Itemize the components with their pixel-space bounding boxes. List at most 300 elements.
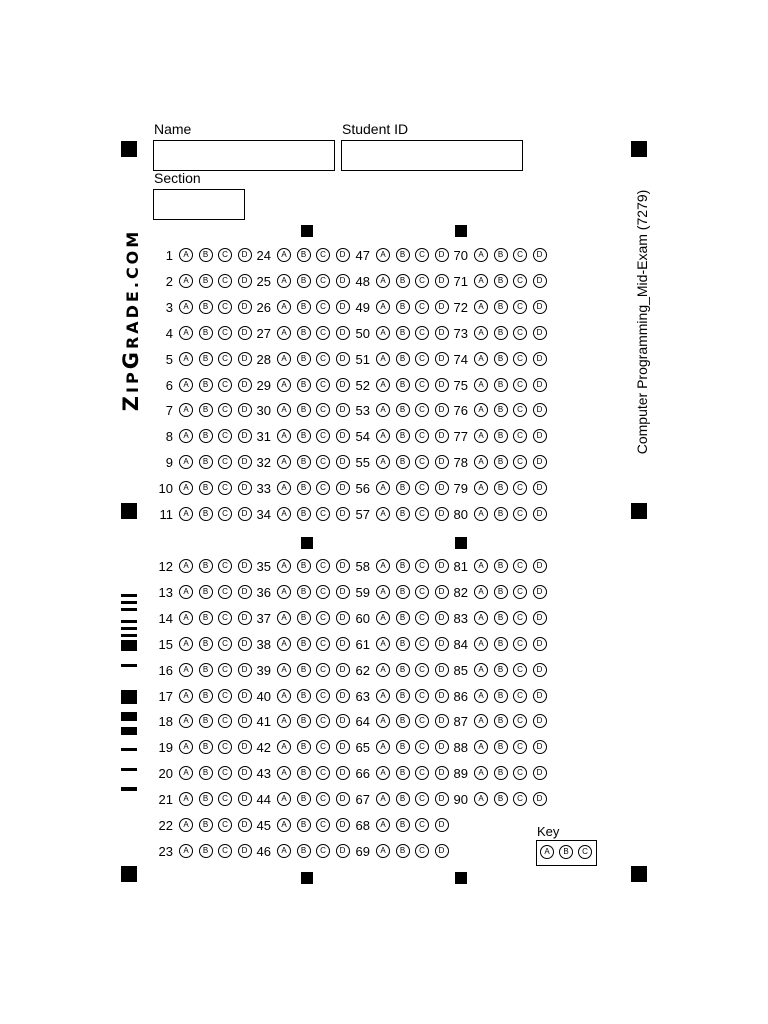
answer-bubble-b[interactable]: B <box>494 403 508 417</box>
answer-bubble-c[interactable]: C <box>513 274 527 288</box>
answer-bubble-b[interactable]: B <box>494 248 508 262</box>
answer-bubble-c[interactable]: C <box>415 300 429 314</box>
answer-bubble-c[interactable]: C <box>316 326 330 340</box>
answer-bubble-d[interactable]: D <box>435 637 449 651</box>
answer-bubble-a[interactable]: A <box>376 663 390 677</box>
answer-bubble-d[interactable]: D <box>238 326 252 340</box>
answer-bubble-c[interactable]: C <box>415 481 429 495</box>
answer-bubble-b[interactable]: B <box>494 507 508 521</box>
answer-bubble-a[interactable]: A <box>474 378 488 392</box>
answer-bubble-d[interactable]: D <box>336 248 350 262</box>
answer-bubble-c[interactable]: C <box>415 507 429 521</box>
answer-bubble-d[interactable]: D <box>238 818 252 832</box>
answer-bubble-d[interactable]: D <box>336 714 350 728</box>
answer-bubble-d[interactable]: D <box>435 792 449 806</box>
answer-bubble-b[interactable]: B <box>494 585 508 599</box>
answer-bubble-c[interactable]: C <box>513 611 527 625</box>
answer-bubble-a[interactable]: A <box>474 274 488 288</box>
answer-bubble-b[interactable]: B <box>199 326 213 340</box>
answer-bubble-b[interactable]: B <box>199 663 213 677</box>
answer-bubble-b[interactable]: B <box>396 274 410 288</box>
answer-bubble-b[interactable]: B <box>297 274 311 288</box>
answer-bubble-c[interactable]: C <box>316 455 330 469</box>
answer-bubble-a[interactable]: A <box>474 766 488 780</box>
answer-bubble-b[interactable]: B <box>199 507 213 521</box>
answer-bubble-a[interactable]: A <box>179 300 193 314</box>
answer-bubble-a[interactable]: A <box>277 248 291 262</box>
answer-bubble-a[interactable]: A <box>376 352 390 366</box>
answer-bubble-b[interactable]: B <box>199 766 213 780</box>
answer-bubble-a[interactable]: A <box>474 326 488 340</box>
answer-bubble-c[interactable]: C <box>415 663 429 677</box>
answer-bubble-c[interactable]: C <box>513 637 527 651</box>
answer-bubble-d[interactable]: D <box>533 429 547 443</box>
answer-bubble-a[interactable]: A <box>474 429 488 443</box>
answer-bubble-c[interactable]: C <box>415 714 429 728</box>
answer-bubble-d[interactable]: D <box>238 481 252 495</box>
answer-bubble-c[interactable]: C <box>218 378 232 392</box>
answer-bubble-c[interactable]: C <box>218 844 232 858</box>
answer-bubble-b[interactable]: B <box>396 403 410 417</box>
answer-bubble-a[interactable]: A <box>277 611 291 625</box>
answer-bubble-d[interactable]: D <box>238 740 252 754</box>
answer-bubble-c[interactable]: C <box>415 766 429 780</box>
answer-bubble-d[interactable]: D <box>435 689 449 703</box>
answer-bubble-b[interactable]: B <box>396 714 410 728</box>
answer-bubble-c[interactable]: C <box>316 663 330 677</box>
answer-bubble-a[interactable]: A <box>179 326 193 340</box>
section-field[interactable] <box>153 189 245 220</box>
answer-bubble-b[interactable]: B <box>396 378 410 392</box>
student-id-field[interactable] <box>341 140 523 171</box>
answer-bubble-d[interactable]: D <box>435 352 449 366</box>
answer-bubble-a[interactable]: A <box>474 792 488 806</box>
answer-bubble-d[interactable]: D <box>533 352 547 366</box>
answer-bubble-b[interactable]: B <box>199 352 213 366</box>
answer-bubble-c[interactable]: C <box>218 429 232 443</box>
answer-bubble-d[interactable]: D <box>238 663 252 677</box>
answer-bubble-b[interactable]: B <box>297 481 311 495</box>
answer-bubble-c[interactable]: C <box>513 481 527 495</box>
answer-bubble-a[interactable]: A <box>179 378 193 392</box>
answer-bubble-b[interactable]: B <box>396 300 410 314</box>
answer-bubble-c[interactable]: C <box>415 818 429 832</box>
answer-bubble-c[interactable]: C <box>415 403 429 417</box>
answer-bubble-d[interactable]: D <box>533 611 547 625</box>
answer-bubble-d[interactable]: D <box>435 326 449 340</box>
answer-bubble-b[interactable]: B <box>199 403 213 417</box>
answer-bubble-c[interactable]: C <box>415 792 429 806</box>
answer-bubble-d[interactable]: D <box>336 378 350 392</box>
answer-bubble-a[interactable]: A <box>277 844 291 858</box>
answer-bubble-a[interactable]: A <box>277 792 291 806</box>
answer-bubble-a[interactable]: A <box>376 611 390 625</box>
answer-bubble-d[interactable]: D <box>533 714 547 728</box>
answer-bubble-d[interactable]: D <box>336 844 350 858</box>
answer-bubble-c[interactable]: C <box>316 481 330 495</box>
answer-bubble-a[interactable]: A <box>474 300 488 314</box>
answer-bubble-a[interactable]: A <box>179 274 193 288</box>
answer-bubble-a[interactable]: A <box>474 611 488 625</box>
answer-bubble-c[interactable]: C <box>218 611 232 625</box>
answer-bubble-b[interactable]: B <box>297 585 311 599</box>
answer-bubble-d[interactable]: D <box>435 740 449 754</box>
answer-bubble-a[interactable]: A <box>376 507 390 521</box>
answer-bubble-d[interactable]: D <box>533 455 547 469</box>
answer-bubble-c[interactable]: C <box>513 663 527 677</box>
answer-bubble-b[interactable]: B <box>494 766 508 780</box>
answer-bubble-c[interactable]: C <box>513 248 527 262</box>
answer-bubble-c[interactable]: C <box>415 740 429 754</box>
answer-bubble-c[interactable]: C <box>316 378 330 392</box>
answer-bubble-d[interactable]: D <box>435 818 449 832</box>
answer-bubble-d[interactable]: D <box>435 844 449 858</box>
answer-bubble-d[interactable]: D <box>533 585 547 599</box>
answer-bubble-b[interactable]: B <box>199 818 213 832</box>
answer-bubble-b[interactable]: B <box>297 248 311 262</box>
answer-bubble-b[interactable]: B <box>494 481 508 495</box>
answer-bubble-d[interactable]: D <box>238 714 252 728</box>
answer-bubble-a[interactable]: A <box>277 740 291 754</box>
answer-bubble-b[interactable]: B <box>494 352 508 366</box>
answer-bubble-b[interactable]: B <box>199 455 213 469</box>
answer-bubble-c[interactable]: C <box>316 403 330 417</box>
answer-bubble-a[interactable]: A <box>179 611 193 625</box>
answer-bubble-c[interactable]: C <box>316 352 330 366</box>
answer-bubble-d[interactable]: D <box>336 792 350 806</box>
answer-bubble-c[interactable]: C <box>415 455 429 469</box>
answer-bubble-d[interactable]: D <box>533 637 547 651</box>
answer-bubble-b[interactable]: B <box>494 792 508 806</box>
answer-bubble-b[interactable]: B <box>396 429 410 443</box>
answer-bubble-d[interactable]: D <box>238 507 252 521</box>
answer-bubble-d[interactable]: D <box>238 352 252 366</box>
answer-bubble-b[interactable]: B <box>494 326 508 340</box>
answer-bubble-b[interactable]: B <box>494 300 508 314</box>
answer-bubble-a[interactable]: A <box>277 300 291 314</box>
answer-bubble-c[interactable]: C <box>218 326 232 340</box>
answer-bubble-b[interactable]: B <box>297 300 311 314</box>
answer-bubble-d[interactable]: D <box>238 792 252 806</box>
answer-bubble-d[interactable]: D <box>533 326 547 340</box>
answer-bubble-d[interactable]: D <box>238 248 252 262</box>
answer-bubble-d[interactable]: D <box>336 559 350 573</box>
answer-bubble-c[interactable]: C <box>218 352 232 366</box>
answer-bubble-b[interactable]: B <box>199 585 213 599</box>
answer-bubble-d[interactable]: D <box>238 429 252 443</box>
answer-bubble-a[interactable]: A <box>179 818 193 832</box>
answer-bubble-c[interactable]: C <box>316 766 330 780</box>
answer-bubble-c[interactable]: C <box>415 559 429 573</box>
answer-bubble-c[interactable]: C <box>513 559 527 573</box>
answer-bubble-c[interactable]: C <box>513 507 527 521</box>
answer-bubble-d[interactable]: D <box>435 378 449 392</box>
answer-bubble-d[interactable]: D <box>435 663 449 677</box>
answer-bubble-d[interactable]: D <box>238 689 252 703</box>
answer-bubble-a[interactable]: A <box>376 689 390 703</box>
answer-bubble-b[interactable]: B <box>199 378 213 392</box>
answer-bubble-a[interactable]: A <box>376 326 390 340</box>
answer-bubble-a[interactable]: A <box>179 637 193 651</box>
answer-bubble-a[interactable]: A <box>277 507 291 521</box>
answer-bubble-b[interactable]: B <box>297 714 311 728</box>
answer-bubble-b[interactable]: B <box>396 248 410 262</box>
answer-bubble-a[interactable]: A <box>376 792 390 806</box>
answer-bubble-b[interactable]: B <box>494 559 508 573</box>
answer-bubble-a[interactable]: A <box>277 585 291 599</box>
answer-bubble-c[interactable]: C <box>513 714 527 728</box>
answer-bubble-a[interactable]: A <box>376 429 390 443</box>
answer-bubble-a[interactable]: A <box>376 378 390 392</box>
answer-bubble-a[interactable]: A <box>277 689 291 703</box>
answer-bubble-d[interactable]: D <box>336 689 350 703</box>
answer-bubble-c[interactable]: C <box>513 326 527 340</box>
answer-bubble-d[interactable]: D <box>435 585 449 599</box>
answer-bubble-a[interactable]: A <box>376 481 390 495</box>
answer-bubble-b[interactable]: B <box>199 300 213 314</box>
answer-bubble-d[interactable]: D <box>533 378 547 392</box>
answer-bubble-d[interactable]: D <box>435 403 449 417</box>
answer-bubble-c[interactable]: C <box>218 481 232 495</box>
answer-bubble-d[interactable]: D <box>435 611 449 625</box>
answer-bubble-d[interactable]: D <box>336 300 350 314</box>
answer-bubble-a[interactable]: A <box>179 689 193 703</box>
answer-bubble-c[interactable]: C <box>218 300 232 314</box>
answer-bubble-b[interactable]: B <box>297 844 311 858</box>
answer-bubble-a[interactable]: A <box>474 663 488 677</box>
answer-bubble-a[interactable]: A <box>179 663 193 677</box>
answer-bubble-b[interactable]: B <box>199 274 213 288</box>
answer-bubble-c[interactable]: C <box>513 429 527 443</box>
answer-bubble-d[interactable]: D <box>238 559 252 573</box>
answer-bubble-b[interactable]: B <box>396 326 410 340</box>
answer-bubble-d[interactable]: D <box>533 766 547 780</box>
answer-bubble-c[interactable]: C <box>316 429 330 443</box>
answer-bubble-d[interactable]: D <box>533 507 547 521</box>
answer-bubble-c[interactable]: C <box>415 611 429 625</box>
answer-bubble-b[interactable]: B <box>199 611 213 625</box>
answer-bubble-b[interactable]: B <box>297 818 311 832</box>
answer-bubble-d[interactable]: D <box>435 248 449 262</box>
answer-bubble-d[interactable]: D <box>238 274 252 288</box>
answer-bubble-d[interactable]: D <box>336 766 350 780</box>
answer-bubble-d[interactable]: D <box>336 507 350 521</box>
answer-bubble-b[interactable]: B <box>396 844 410 858</box>
answer-bubble-a[interactable]: A <box>376 300 390 314</box>
answer-bubble-b[interactable]: B <box>396 818 410 832</box>
answer-bubble-c[interactable]: C <box>513 740 527 754</box>
answer-bubble-b[interactable]: B <box>494 429 508 443</box>
answer-bubble-c[interactable]: C <box>218 455 232 469</box>
answer-bubble-c[interactable]: C <box>316 507 330 521</box>
answer-bubble-a[interactable]: A <box>277 818 291 832</box>
answer-bubble-d[interactable]: D <box>238 766 252 780</box>
answer-bubble-a[interactable]: A <box>277 766 291 780</box>
answer-bubble-a[interactable]: A <box>376 559 390 573</box>
answer-bubble-a[interactable]: A <box>277 429 291 443</box>
answer-bubble-a[interactable]: A <box>179 481 193 495</box>
answer-bubble-a[interactable]: A <box>474 689 488 703</box>
answer-bubble-c[interactable]: C <box>513 403 527 417</box>
answer-bubble-a[interactable]: A <box>179 766 193 780</box>
answer-bubble-b[interactable]: B <box>199 714 213 728</box>
answer-bubble-c[interactable]: C <box>316 274 330 288</box>
answer-bubble-d[interactable]: D <box>336 429 350 443</box>
answer-bubble-b[interactable]: B <box>297 740 311 754</box>
answer-bubble-a[interactable]: A <box>376 818 390 832</box>
answer-bubble-c[interactable]: C <box>316 818 330 832</box>
answer-bubble-a[interactable]: A <box>376 585 390 599</box>
answer-bubble-a[interactable]: A <box>179 740 193 754</box>
answer-bubble-d[interactable]: D <box>435 559 449 573</box>
answer-bubble-c[interactable]: C <box>415 326 429 340</box>
answer-bubble-c[interactable]: C <box>316 559 330 573</box>
answer-bubble-a[interactable]: A <box>277 326 291 340</box>
answer-bubble-d[interactable]: D <box>435 714 449 728</box>
answer-bubble-c[interactable]: C <box>415 689 429 703</box>
answer-bubble-d[interactable]: D <box>336 352 350 366</box>
answer-bubble-a[interactable]: A <box>376 766 390 780</box>
answer-bubble-b[interactable]: B <box>396 637 410 651</box>
answer-bubble-a[interactable]: A <box>277 274 291 288</box>
answer-bubble-c[interactable]: C <box>218 818 232 832</box>
answer-bubble-a[interactable]: A <box>179 844 193 858</box>
answer-bubble-d[interactable]: D <box>238 585 252 599</box>
answer-bubble-c[interactable]: C <box>218 585 232 599</box>
answer-bubble-d[interactable]: D <box>238 844 252 858</box>
answer-bubble-b[interactable]: B <box>297 766 311 780</box>
answer-bubble-c[interactable]: C <box>218 507 232 521</box>
answer-bubble-d[interactable]: D <box>533 792 547 806</box>
answer-bubble-c[interactable]: C <box>513 766 527 780</box>
answer-bubble-b[interactable]: B <box>297 611 311 625</box>
answer-bubble-c[interactable]: C <box>513 792 527 806</box>
answer-bubble-a[interactable]: A <box>179 429 193 443</box>
answer-bubble-d[interactable]: D <box>238 378 252 392</box>
answer-bubble-a[interactable]: A <box>277 378 291 392</box>
answer-bubble-a[interactable]: A <box>474 403 488 417</box>
answer-bubble-b[interactable]: B <box>396 352 410 366</box>
answer-bubble-d[interactable]: D <box>533 689 547 703</box>
answer-bubble-c[interactable]: C <box>415 352 429 366</box>
answer-bubble-d[interactable]: D <box>336 585 350 599</box>
answer-bubble-c[interactable]: C <box>415 378 429 392</box>
answer-bubble-a[interactable]: A <box>376 740 390 754</box>
answer-bubble-d[interactable]: D <box>435 455 449 469</box>
answer-bubble-d[interactable]: D <box>533 300 547 314</box>
answer-bubble-b[interactable]: B <box>494 455 508 469</box>
answer-bubble-b[interactable]: B <box>199 637 213 651</box>
answer-bubble-c[interactable]: C <box>316 714 330 728</box>
answer-bubble-a[interactable]: A <box>474 714 488 728</box>
answer-bubble-c[interactable]: C <box>218 637 232 651</box>
answer-bubble-b[interactable]: B <box>199 844 213 858</box>
answer-bubble-b[interactable]: B <box>494 611 508 625</box>
answer-bubble-a[interactable]: A <box>277 637 291 651</box>
answer-bubble-b[interactable]: B <box>199 689 213 703</box>
answer-bubble-a[interactable]: A <box>277 714 291 728</box>
answer-bubble-d[interactable]: D <box>336 403 350 417</box>
answer-bubble-c[interactable]: C <box>218 714 232 728</box>
answer-bubble-a[interactable]: A <box>277 455 291 469</box>
answer-bubble-c[interactable]: C <box>218 792 232 806</box>
answer-bubble-a[interactable]: A <box>474 637 488 651</box>
answer-bubble-b[interactable]: B <box>199 792 213 806</box>
answer-bubble-d[interactable]: D <box>336 455 350 469</box>
answer-bubble-a[interactable]: A <box>179 507 193 521</box>
answer-bubble-b[interactable]: B <box>396 663 410 677</box>
answer-bubble-b[interactable]: B <box>199 481 213 495</box>
answer-bubble-a[interactable]: A <box>179 248 193 262</box>
answer-bubble-b[interactable]: B <box>396 481 410 495</box>
answer-bubble-c[interactable]: C <box>218 274 232 288</box>
answer-bubble-c[interactable]: C <box>218 248 232 262</box>
answer-bubble-b[interactable]: B <box>396 507 410 521</box>
answer-bubble-b[interactable]: B <box>494 378 508 392</box>
answer-bubble-c[interactable]: C <box>316 585 330 599</box>
answer-bubble-c[interactable]: C <box>218 766 232 780</box>
answer-bubble-a[interactable]: A <box>179 403 193 417</box>
answer-bubble-a[interactable]: A <box>179 792 193 806</box>
name-field[interactable] <box>153 140 335 171</box>
answer-bubble-a[interactable]: A <box>179 455 193 469</box>
answer-bubble-b[interactable]: B <box>297 559 311 573</box>
answer-bubble-d[interactable]: D <box>336 818 350 832</box>
answer-bubble-b[interactable]: B <box>199 429 213 443</box>
answer-bubble-b[interactable]: B <box>297 403 311 417</box>
answer-bubble-c[interactable]: C <box>316 844 330 858</box>
answer-bubble-d[interactable]: D <box>435 274 449 288</box>
answer-bubble-b[interactable]: B <box>396 792 410 806</box>
answer-bubble-a[interactable]: A <box>474 481 488 495</box>
answer-bubble-d[interactable]: D <box>238 403 252 417</box>
answer-bubble-b[interactable]: B <box>297 507 311 521</box>
answer-bubble-a[interactable]: A <box>277 481 291 495</box>
answer-bubble-d[interactable]: D <box>435 481 449 495</box>
answer-bubble-c[interactable]: C <box>316 611 330 625</box>
answer-bubble-d[interactable]: D <box>238 611 252 625</box>
answer-bubble-b[interactable]: B <box>297 455 311 469</box>
answer-bubble-d[interactable]: D <box>336 637 350 651</box>
answer-bubble-a[interactable]: A <box>277 352 291 366</box>
answer-bubble-a[interactable]: A <box>376 248 390 262</box>
answer-bubble-c[interactable]: C <box>316 300 330 314</box>
answer-bubble-d[interactable]: D <box>238 455 252 469</box>
answer-bubble-d[interactable]: D <box>533 740 547 754</box>
answer-bubble-b[interactable]: B <box>199 740 213 754</box>
answer-bubble-d[interactable]: D <box>533 663 547 677</box>
answer-bubble-a[interactable]: A <box>474 559 488 573</box>
answer-bubble-b[interactable]: B <box>494 689 508 703</box>
answer-bubble-d[interactable]: D <box>435 507 449 521</box>
answer-bubble-b[interactable]: B <box>494 637 508 651</box>
answer-bubble-d[interactable]: D <box>533 481 547 495</box>
answer-bubble-a[interactable]: A <box>474 740 488 754</box>
answer-bubble-b[interactable]: B <box>297 663 311 677</box>
answer-bubble-c[interactable]: C <box>316 637 330 651</box>
answer-bubble-c[interactable]: C <box>218 740 232 754</box>
answer-bubble-a[interactable]: A <box>474 507 488 521</box>
answer-bubble-d[interactable]: D <box>336 481 350 495</box>
answer-bubble-b[interactable]: B <box>494 714 508 728</box>
answer-bubble-b[interactable]: B <box>199 559 213 573</box>
answer-bubble-c[interactable]: C <box>513 689 527 703</box>
answer-bubble-b[interactable]: B <box>396 559 410 573</box>
answer-bubble-a[interactable]: A <box>179 714 193 728</box>
answer-bubble-c[interactable]: C <box>218 403 232 417</box>
answer-bubble-c[interactable]: C <box>218 663 232 677</box>
answer-bubble-a[interactable]: A <box>376 455 390 469</box>
